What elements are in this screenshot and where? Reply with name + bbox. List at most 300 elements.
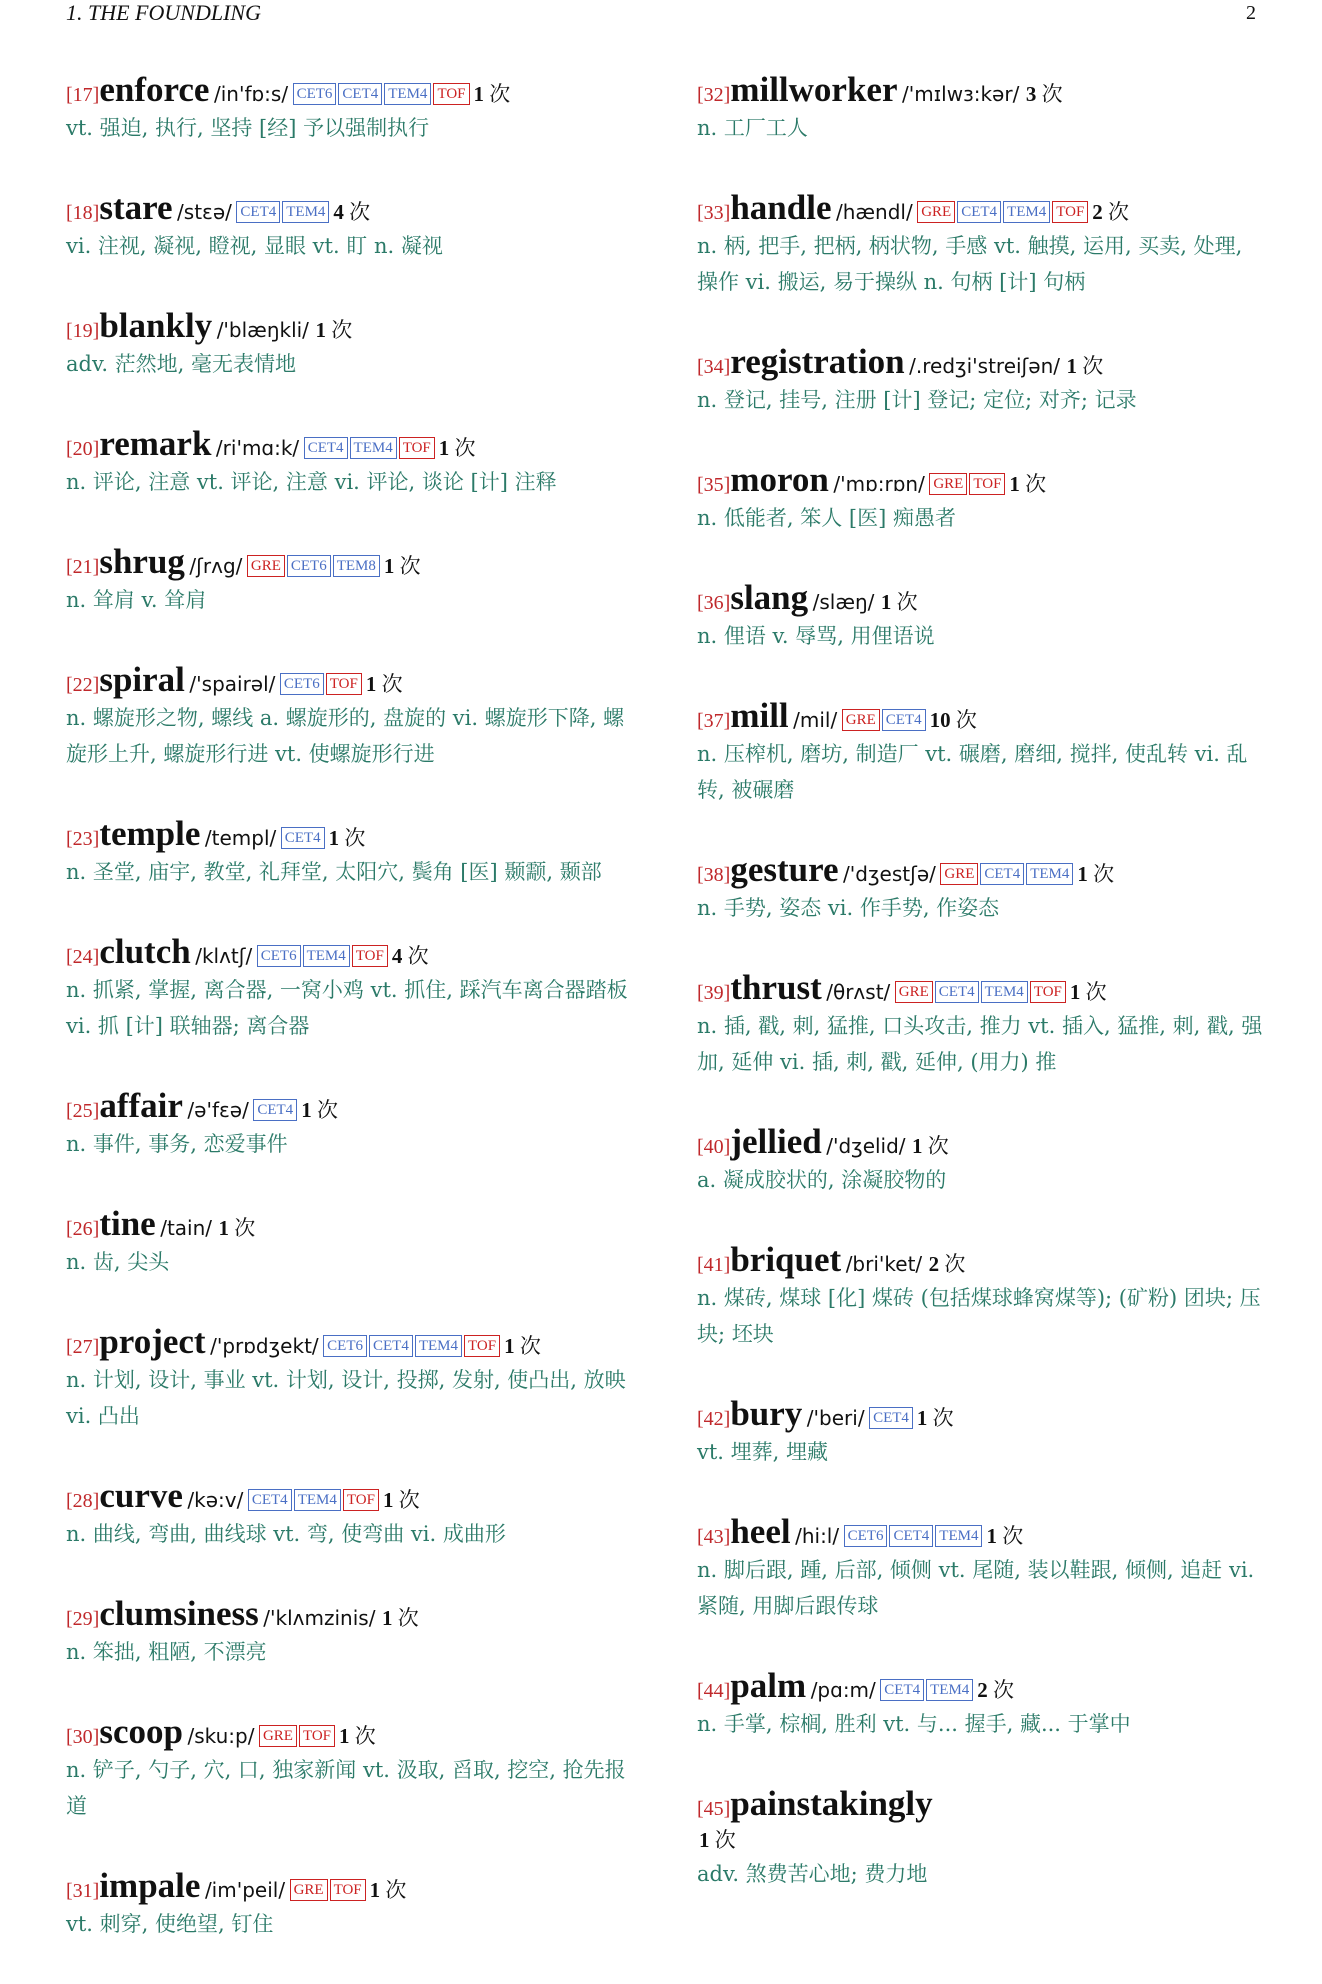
word-entry	[697, 188, 1267, 300]
exam-tag: CET6	[287, 555, 331, 577]
frequency-count: 1	[986, 1524, 997, 1548]
word-entry	[66, 814, 636, 890]
definition: vt. 刺穿, 使绝望, 钉住	[66, 1912, 274, 1936]
frequency-count: 1	[1066, 354, 1077, 378]
entry-number: [33]	[697, 202, 731, 224]
exam-tag: CET4	[889, 1525, 933, 1547]
frequency-count: 1	[473, 82, 485, 106]
frequency	[383, 1488, 420, 1512]
exam-tag: CET4	[338, 83, 382, 105]
phonetic: /mil/	[793, 708, 838, 732]
headword-line	[66, 424, 636, 464]
exam-tag: TEM4	[1026, 863, 1073, 885]
exam-tag: GRE	[247, 555, 285, 577]
definition: n. 齿, 尖头	[66, 1250, 170, 1274]
exam-tag: CET4	[248, 1489, 292, 1511]
phonetic: /slæŋ/	[812, 590, 875, 614]
frequency	[339, 1724, 376, 1748]
phonetic: /'mɒ:rɒn/	[833, 472, 925, 496]
definition: n. 螺旋形之物, 螺线 a. 螺旋形的, 盘旋的 vi. 螺旋形下降, 螺旋形上升, 螺旋形行进 vt. 使螺旋形行进	[66, 706, 625, 766]
headword: palm	[730, 1666, 807, 1705]
frequency-count: 1	[365, 672, 377, 696]
definition: n. 圣堂, 庙宇, 教堂, 礼拜堂, 太阳穴, 鬓角 [医] 颞颥, 颞部	[66, 860, 602, 884]
phonetic: /'klʌmzinis/	[263, 1606, 376, 1630]
phonetic: /'dʒelid/	[826, 1134, 906, 1158]
exam-tag: GRE	[940, 863, 978, 885]
exam-tag: TEM4	[350, 437, 397, 459]
frequency-unit: 次	[316, 1098, 338, 1122]
definition: n. 事件, 事务, 恋爱事件	[66, 1132, 288, 1156]
definition: n. 压榨机, 磨坊, 制造厂 vt. 碾磨, 磨细, 搅拌, 使乱转 vi. 乱转, 被碾磨	[697, 742, 1248, 802]
frequency	[986, 1524, 1023, 1548]
headword-line	[66, 1086, 636, 1126]
definition: adv. 煞费苦心地; 费力地	[697, 1862, 928, 1886]
exam-tag: TOF	[399, 437, 435, 459]
entry-number: [17]	[66, 84, 100, 106]
frequency-count: 1	[916, 1406, 928, 1430]
frequency-unit: 次	[1082, 354, 1104, 378]
entry-number: [25]	[66, 1100, 100, 1122]
frequency-unit: 次	[454, 436, 476, 460]
frequency	[1009, 472, 1046, 496]
frequency	[333, 200, 370, 224]
exam-tag: CET4	[236, 201, 280, 223]
exam-tag: CET4	[880, 1679, 924, 1701]
headword-line	[697, 696, 1267, 736]
headword: shrug	[99, 542, 185, 581]
page-header	[66, 0, 1256, 30]
headword: slang	[730, 578, 809, 617]
frequency	[929, 1252, 966, 1276]
headword: thrust	[730, 968, 822, 1007]
frequency-count: 1	[382, 1488, 394, 1512]
entry-number: [29]	[66, 1608, 100, 1630]
frequency-unit: 次	[896, 590, 918, 614]
headword: briquet	[730, 1240, 842, 1279]
frequency-unit: 次	[407, 944, 429, 968]
frequency	[382, 1606, 419, 1630]
frequency-count: 10	[929, 708, 951, 732]
headword-line	[66, 1866, 636, 1906]
frequency-unit: 次	[1025, 472, 1047, 496]
entry-number: [39]	[697, 982, 731, 1004]
right-column	[697, 70, 1267, 1934]
frequency-unit: 次	[397, 1606, 419, 1630]
phonetic: /'spairəl/	[189, 672, 276, 696]
frequency	[301, 1098, 338, 1122]
word-entry	[697, 1394, 1267, 1470]
word-entry	[66, 1594, 636, 1670]
exam-tag: CET6	[323, 1335, 367, 1357]
entry-number: [43]	[697, 1526, 731, 1548]
entry-number: [30]	[66, 1726, 100, 1748]
word-entry	[66, 1322, 636, 1434]
exam-tag: TEM4	[926, 1679, 973, 1701]
exam-tag: TEM4	[981, 981, 1028, 1003]
frequency	[977, 1678, 1014, 1702]
phonetic: /'prɒdʒekt/	[210, 1334, 319, 1358]
entry-number: [19]	[66, 320, 100, 342]
word-entry	[66, 932, 636, 1044]
phonetic: /hi:l/	[795, 1524, 840, 1548]
frequency	[1092, 200, 1129, 224]
definition: n. 低能者, 笨人 [医] 痴愚者	[697, 506, 956, 530]
headword: moron	[730, 460, 829, 499]
headword-line	[697, 70, 1267, 110]
frequency	[366, 672, 403, 696]
exam-tag: TOF	[326, 673, 362, 695]
frequency-count: 1	[504, 1334, 515, 1358]
exam-tag: TEM4	[935, 1525, 982, 1547]
entry-number: [34]	[697, 356, 731, 378]
frequency	[219, 1216, 256, 1240]
phonetic: /stɛə/	[177, 200, 232, 224]
exam-tag: TEM4	[294, 1489, 341, 1511]
headword-line	[66, 932, 636, 972]
exam-tag: CET6	[280, 673, 324, 695]
headword: registration	[730, 342, 905, 381]
frequency	[474, 82, 511, 106]
exam-tag: TOF	[343, 1489, 379, 1511]
exam-tag: CET4	[980, 863, 1024, 885]
exam-tag: TOF	[969, 473, 1005, 495]
frequency	[917, 1406, 954, 1430]
headword-line	[697, 1394, 1267, 1434]
phonetic: /ʃrʌg/	[189, 554, 243, 578]
frequency	[1026, 82, 1063, 106]
headword-line	[697, 578, 1267, 618]
exam-tag: GRE	[895, 981, 933, 1003]
headword: millworker	[730, 70, 898, 109]
definition: n. 笨拙, 粗陋, 不漂亮	[66, 1640, 267, 1664]
frequency-count: 3	[1025, 82, 1037, 106]
headword-line	[66, 1322, 636, 1362]
headword-line	[697, 850, 1267, 890]
definition: n. 工厂工人	[697, 116, 808, 140]
entry-number: [41]	[697, 1254, 731, 1276]
frequency	[392, 944, 429, 968]
definition: n. 登记, 挂号, 注册 [计] 登记; 定位; 对齐; 记录	[697, 388, 1137, 412]
headword: mill	[730, 696, 789, 735]
headword: enforce	[99, 70, 210, 109]
exam-tag: TOF	[299, 1725, 335, 1747]
headword-line	[697, 188, 1267, 228]
definition: n. 耸肩 v. 耸肩	[66, 588, 207, 612]
headword-line	[697, 1512, 1267, 1552]
headword: spiral	[99, 660, 185, 699]
exam-tag: TOF	[433, 83, 469, 105]
frequency	[1067, 354, 1104, 378]
definition: n. 煤砖, 煤球 [化] 煤砖 (包括煤球蜂窝煤等); (矿粉) 团块; 压块; 坯块	[697, 1286, 1261, 1346]
exam-tag: TOF	[352, 945, 388, 967]
word-entry	[66, 1712, 636, 1824]
exam-tag: TEM4	[384, 83, 431, 105]
headword-line	[697, 1122, 1267, 1162]
frequency-unit: 次	[1041, 82, 1063, 106]
definition: n. 铲子, 勺子, 穴, 口, 独家新闻 vt. 汲取, 舀取, 挖空, 抢先报道	[66, 1758, 626, 1818]
exam-tag: CET4	[369, 1335, 413, 1357]
exam-tag: CET4	[882, 709, 926, 731]
frequency-unit: 次	[1002, 1524, 1024, 1548]
frequency	[1070, 980, 1107, 1004]
definition: n. 手势, 姿态 vi. 作手势, 作姿态	[697, 896, 1000, 920]
entry-number: [31]	[66, 1880, 100, 1902]
frequency-count: 1	[438, 436, 450, 460]
word-entry	[697, 578, 1267, 654]
frequency-count: 4	[391, 944, 403, 968]
frequency-count: 1	[1009, 472, 1020, 496]
word-entry	[697, 1666, 1267, 1742]
frequency-unit: 次	[714, 1828, 736, 1852]
frequency-unit: 次	[234, 1216, 256, 1240]
exam-tag: TOF	[464, 1335, 500, 1357]
headword: jellied	[730, 1122, 822, 1161]
phonetic: /'beri/	[806, 1406, 865, 1430]
word-entry	[697, 968, 1267, 1080]
frequency	[370, 1878, 407, 1902]
word-entry	[697, 696, 1267, 808]
entry-number: [21]	[66, 556, 100, 578]
headword-line	[66, 660, 636, 700]
headword-line	[66, 188, 636, 228]
frequency-unit: 次	[993, 1678, 1015, 1702]
entry-number: [42]	[697, 1408, 731, 1430]
frequency-unit: 次	[349, 200, 371, 224]
frequency-unit: 次	[344, 826, 366, 850]
entry-number: [23]	[66, 828, 100, 850]
running-head: 1. THE FOUNDLING	[66, 0, 261, 25]
headword: affair	[99, 1086, 183, 1125]
phonetic: /'dʒestʃə/	[843, 862, 936, 886]
phonetic: /hændl/	[835, 200, 913, 224]
exam-tag: CET4	[253, 1099, 297, 1121]
frequency-count: 1	[328, 826, 340, 850]
headword: tine	[99, 1204, 156, 1243]
definition: n. 计划, 设计, 事业 vt. 计划, 设计, 投掷, 发射, 使凸出, 放映 vi. 凸出	[66, 1368, 626, 1428]
headword: stare	[99, 188, 173, 227]
phonetic: /'mɪlwɜ:kər/	[902, 82, 1020, 106]
phonetic: /templ/	[204, 826, 277, 850]
phonetic: /im'peil/	[204, 1878, 286, 1902]
headword: heel	[730, 1512, 791, 1551]
headword-line	[66, 1204, 636, 1244]
frequency-count: 2	[928, 1252, 940, 1276]
word-entry	[697, 850, 1267, 926]
word-entry	[66, 660, 636, 772]
exam-tag: CET6	[257, 945, 301, 967]
frequency-unit: 次	[1085, 980, 1107, 1004]
frequency-count: 1	[381, 1606, 393, 1630]
frequency-line	[697, 1824, 1267, 1856]
headword-line	[697, 968, 1267, 1008]
frequency	[315, 318, 352, 342]
headword-line	[66, 70, 636, 110]
word-entry	[697, 460, 1267, 536]
word-entry	[66, 306, 636, 382]
headword: bury	[730, 1394, 803, 1433]
frequency	[930, 708, 977, 732]
frequency-count: 1	[301, 1098, 312, 1122]
headword: blankly	[99, 306, 213, 345]
frequency-count: 1	[218, 1216, 230, 1240]
headword-line	[697, 460, 1267, 500]
exam-tag: GRE	[842, 709, 880, 731]
word-entry	[66, 542, 636, 618]
frequency	[699, 1828, 736, 1852]
exam-tag: GRE	[290, 1879, 328, 1901]
exam-tag: TEM8	[333, 555, 380, 577]
entry-number: [26]	[66, 1218, 100, 1240]
headword-line	[66, 814, 636, 854]
phonetic: /kə:v/	[187, 1488, 244, 1512]
entry-number: [44]	[697, 1680, 731, 1702]
left-column	[66, 70, 636, 1984]
exam-tag: CET4	[869, 1407, 913, 1429]
phonetic: /in'fɒ:s/	[213, 82, 289, 106]
word-entry	[66, 188, 636, 264]
exam-tag: TEM4	[415, 1335, 462, 1357]
headword: clutch	[99, 932, 191, 971]
word-entry	[66, 70, 636, 146]
headword: painstakingly	[730, 1784, 933, 1823]
word-entry	[66, 1866, 636, 1942]
headword-line	[66, 1476, 636, 1516]
headword: clumsiness	[99, 1594, 259, 1633]
headword-line	[66, 1594, 636, 1634]
frequency-count: 2	[977, 1678, 988, 1702]
frequency-count: 1	[1069, 980, 1081, 1004]
frequency-unit: 次	[955, 708, 977, 732]
phonetic: /'blæŋkli/	[216, 318, 309, 342]
frequency-count: 1	[1077, 862, 1088, 886]
word-entry	[66, 1476, 636, 1552]
word-entry	[66, 1086, 636, 1162]
entry-number: [20]	[66, 438, 100, 460]
exam-tag: TOF	[1052, 201, 1088, 223]
headword: scoop	[99, 1712, 183, 1751]
headword-line	[66, 306, 636, 346]
frequency-count: 1	[369, 1878, 381, 1902]
definition: vi. 注视, 凝视, 瞪视, 显眼 vt. 盯 n. 凝视	[66, 234, 443, 258]
definition: n. 评论, 注意 vt. 评论, 注意 vi. 评论, 谈论 [计] 注释	[66, 470, 557, 494]
headword-line	[66, 1712, 636, 1752]
definition: n. 抓紧, 掌握, 离合器, 一窝小鸡 vt. 抓住, 踩汽车离合器踏板 vi. 抓 [计] 联轴器; 离合器	[66, 978, 628, 1038]
frequency-unit: 次	[1108, 200, 1130, 224]
headword: curve	[99, 1476, 183, 1515]
word-entry	[697, 70, 1267, 146]
frequency-count: 1	[699, 1828, 710, 1852]
frequency	[881, 590, 918, 614]
exam-tag: CET4	[935, 981, 979, 1003]
entry-number: [45]	[697, 1798, 731, 1820]
definition: adv. 茫然地, 毫无表情地	[66, 352, 297, 376]
headword: handle	[730, 188, 832, 227]
page-number: 2	[1246, 2, 1256, 24]
headword-line	[697, 1784, 1267, 1824]
exam-tag: CET4	[957, 201, 1001, 223]
exam-tag: GRE	[917, 201, 955, 223]
headword: project	[99, 1322, 206, 1361]
frequency-unit: 次	[331, 318, 353, 342]
entry-number: [18]	[66, 202, 100, 224]
frequency-unit: 次	[354, 1724, 376, 1748]
exam-tag: GRE	[929, 473, 967, 495]
frequency-unit: 次	[932, 1406, 954, 1430]
frequency	[329, 826, 366, 850]
phonetic: /klʌtʃ/	[195, 944, 253, 968]
frequency-count: 1	[912, 1134, 923, 1158]
entry-number: [32]	[697, 84, 731, 106]
phonetic: /.redʒi'streiʃən/	[909, 354, 1060, 378]
frequency-unit: 次	[489, 82, 511, 106]
exam-tag: TEM4	[1003, 201, 1050, 223]
definition: n. 插, 戳, 刺, 猛推, 口头攻击, 推力 vt. 插入, 猛推, 刺, 戳, 强加, 延伸 vi. 插, 刺, 戳, 延伸, (用力) 推	[697, 1014, 1263, 1074]
exam-tag: TOF	[1030, 981, 1066, 1003]
frequency-unit: 次	[1093, 862, 1115, 886]
word-entry	[66, 1204, 636, 1280]
definition: vt. 埋葬, 埋藏	[697, 1440, 829, 1464]
word-entry	[697, 1784, 1267, 1892]
frequency-unit: 次	[381, 672, 403, 696]
headword: gesture	[730, 850, 839, 889]
definition: n. 脚后跟, 踵, 后部, 倾侧 vt. 尾随, 装以鞋跟, 倾侧, 追赶 vi. 紧随, 用脚后跟传球	[697, 1558, 1255, 1618]
entry-number: [24]	[66, 946, 100, 968]
headword: remark	[99, 424, 212, 463]
phonetic: /θrʌst/	[826, 980, 891, 1004]
definition: n. 俚语 v. 辱骂, 用俚语说	[697, 624, 935, 648]
word-entry	[697, 342, 1267, 418]
entry-number: [38]	[697, 864, 731, 886]
frequency	[384, 554, 421, 578]
definition: a. 凝成胶状的, 涂凝胶物的	[697, 1168, 947, 1192]
frequency	[439, 436, 476, 460]
definition: vt. 强迫, 执行, 坚持 [经] 予以强制执行	[66, 116, 430, 140]
entry-number: [22]	[66, 674, 100, 696]
exam-tag: CET4	[304, 437, 348, 459]
frequency-count: 2	[1092, 200, 1103, 224]
frequency-unit: 次	[399, 554, 421, 578]
phonetic: /tain/	[160, 1216, 213, 1240]
frequency	[1077, 862, 1114, 886]
entry-number: [36]	[697, 592, 731, 614]
word-entry	[697, 1240, 1267, 1352]
exam-tag: TOF	[330, 1879, 366, 1901]
frequency	[504, 1334, 541, 1358]
headword: impale	[99, 1866, 201, 1905]
entry-number: [40]	[697, 1136, 731, 1158]
word-entry	[66, 424, 636, 500]
exam-tag: TEM4	[303, 945, 350, 967]
headword-line	[697, 1240, 1267, 1280]
frequency-unit: 次	[398, 1488, 420, 1512]
definition: n. 柄, 把手, 把柄, 柄状物, 手感 vt. 触摸, 运用, 买卖, 处理, 操作 vi. 搬运, 易于操纵 n. 句柄 [计] 句柄	[697, 234, 1243, 294]
definition: n. 曲线, 弯曲, 曲线球 vt. 弯, 使弯曲 vi. 成曲形	[66, 1522, 506, 1546]
exam-tag: GRE	[259, 1725, 297, 1747]
frequency-unit: 次	[927, 1134, 949, 1158]
frequency-count: 1	[339, 1724, 350, 1748]
entry-number: [35]	[697, 474, 731, 496]
phonetic: /sku:p/	[187, 1724, 255, 1748]
entry-number: [28]	[66, 1490, 100, 1512]
headword-line	[697, 342, 1267, 382]
word-entry	[697, 1512, 1267, 1624]
phonetic: /ri'mɑ:k/	[215, 436, 300, 460]
exam-tag: CET4	[281, 827, 325, 849]
exam-tag: CET6	[293, 83, 337, 105]
frequency-count: 4	[333, 200, 344, 224]
frequency-unit: 次	[519, 1334, 541, 1358]
definition: n. 手掌, 棕榈, 胜利 vt. 与... 握手, 藏... 于掌中	[697, 1712, 1131, 1736]
